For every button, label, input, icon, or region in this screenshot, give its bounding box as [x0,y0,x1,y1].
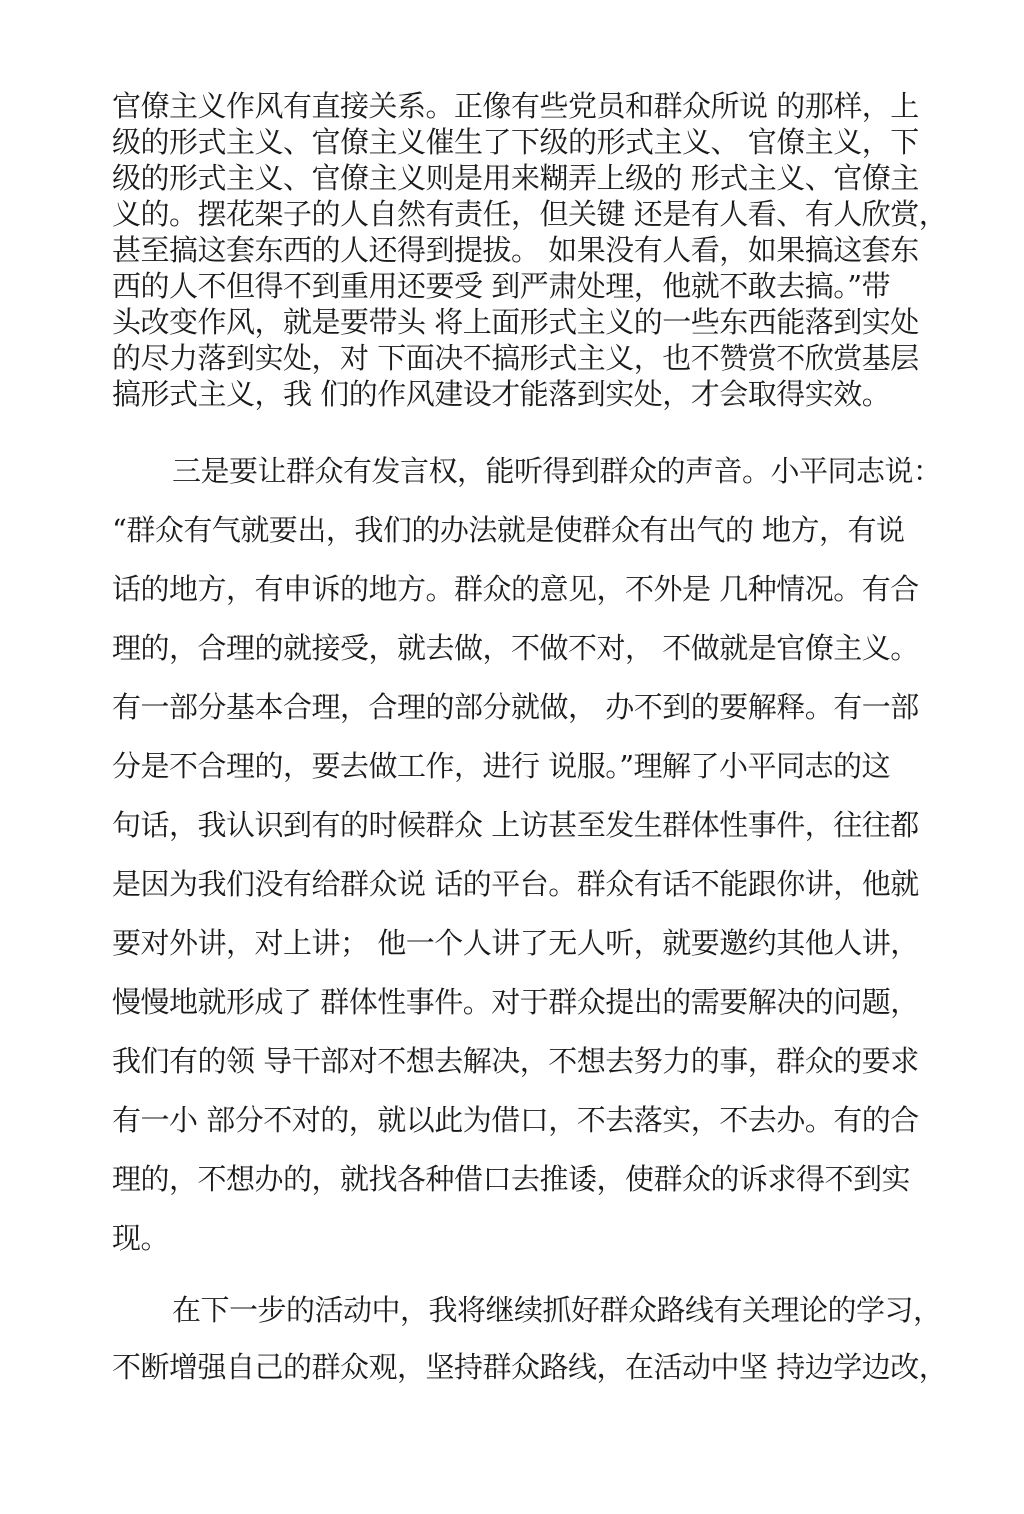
text-line: 官僚主义作风有直接关系。正像有些党员和群众所说 的那样，上 [112,89,919,123]
text-line: 是因为我们没有给群众说 话的平台。群众有话不能跟你讲，他就 [112,867,919,901]
text-line: 级的形式主义、官僚主义催生了下级的形式主义、 官僚主义，下 [112,125,919,159]
text-line: “群众有气就要出，我们的办法就是使群众有出气的 地方，有说 [112,513,905,547]
text-line: 搞形式主义，我 们的作风建设才能落到实处，才会取得实效。 [112,377,891,411]
text-line: 头改变作风，就是要带头 将上面形式主义的一些东西能落到实处 [112,305,919,339]
paragraph-3 [112,1282,948,1396]
text-line: 理的，不想办的，就找各种借口去推诿，使群众的诉求得不到实 [112,1162,911,1196]
text-line: 我们有的领 导干部对不想去解决，不想去努力的事，群众的要求 [112,1044,919,1078]
paragraph-gap [112,1268,924,1282]
text-line: 在下一步的活动中，我将继续抓好群众路线有关理论的学习， [172,1293,942,1327]
paragraph-1 [112,88,948,412]
text-line: 现。 [112,1221,170,1255]
text-line: 有一部分基本合理，合理的部分就做， 办不到的要解释。有一部 [112,690,919,724]
text-line: 级的形式主义、官僚主义则是用来糊弄上级的 形式主义、官僚主 [112,161,919,195]
text-line: 理的，合理的就接受，就去做，不做不对， 不做就是官僚主义。 [112,631,919,665]
document-page [112,88,948,1396]
paragraph-2 [112,442,942,1268]
text-line: 慢慢地就形成了 群体性事件。对于群众提出的需要解决的问题， [112,985,919,1019]
text-line: 句话，我认识到有的时候群众 上访甚至发生群体性事件，往往都 [112,808,919,842]
text-line: 分是不合理的，要去做工作，进行 说服。”理解了小平同志的这 [112,749,891,783]
text-line: 义的。摆花架子的人自然有责任，但关键 还是有人看、有人欣赏， [112,197,948,231]
text-line: 话的地方，有申诉的地方。群众的意见，不外是 几种情况。有合 [112,572,919,606]
text-line: 不断增强自己的群众观，坚持群众路线，在活动中坚 持边学边改， [112,1350,948,1384]
text-line: 的尽力落到实处，对 下面决不搞形式主义，也不赞赏不欣赏基层 [112,341,919,375]
text-line: 三是要让群众有发言权，能听得到群众的声音。小平同志说： [172,454,942,488]
text-line: 甚至搞这套东西的人还得到提拔。 如果没有人看，如果搞这套东 [112,233,919,267]
text-line: 要对外讲，对上讲； 他一个人讲了无人听，就要邀约其他人讲， [112,926,919,960]
text-line: 西的人不但得不到重用还要受 到严肃处理，他就不敢去搞。”带 [112,269,891,303]
paragraph-gap [112,412,924,442]
text-line: 有一小 部分不对的，就以此为借口，不去落实，不去办。有的合 [112,1103,919,1137]
